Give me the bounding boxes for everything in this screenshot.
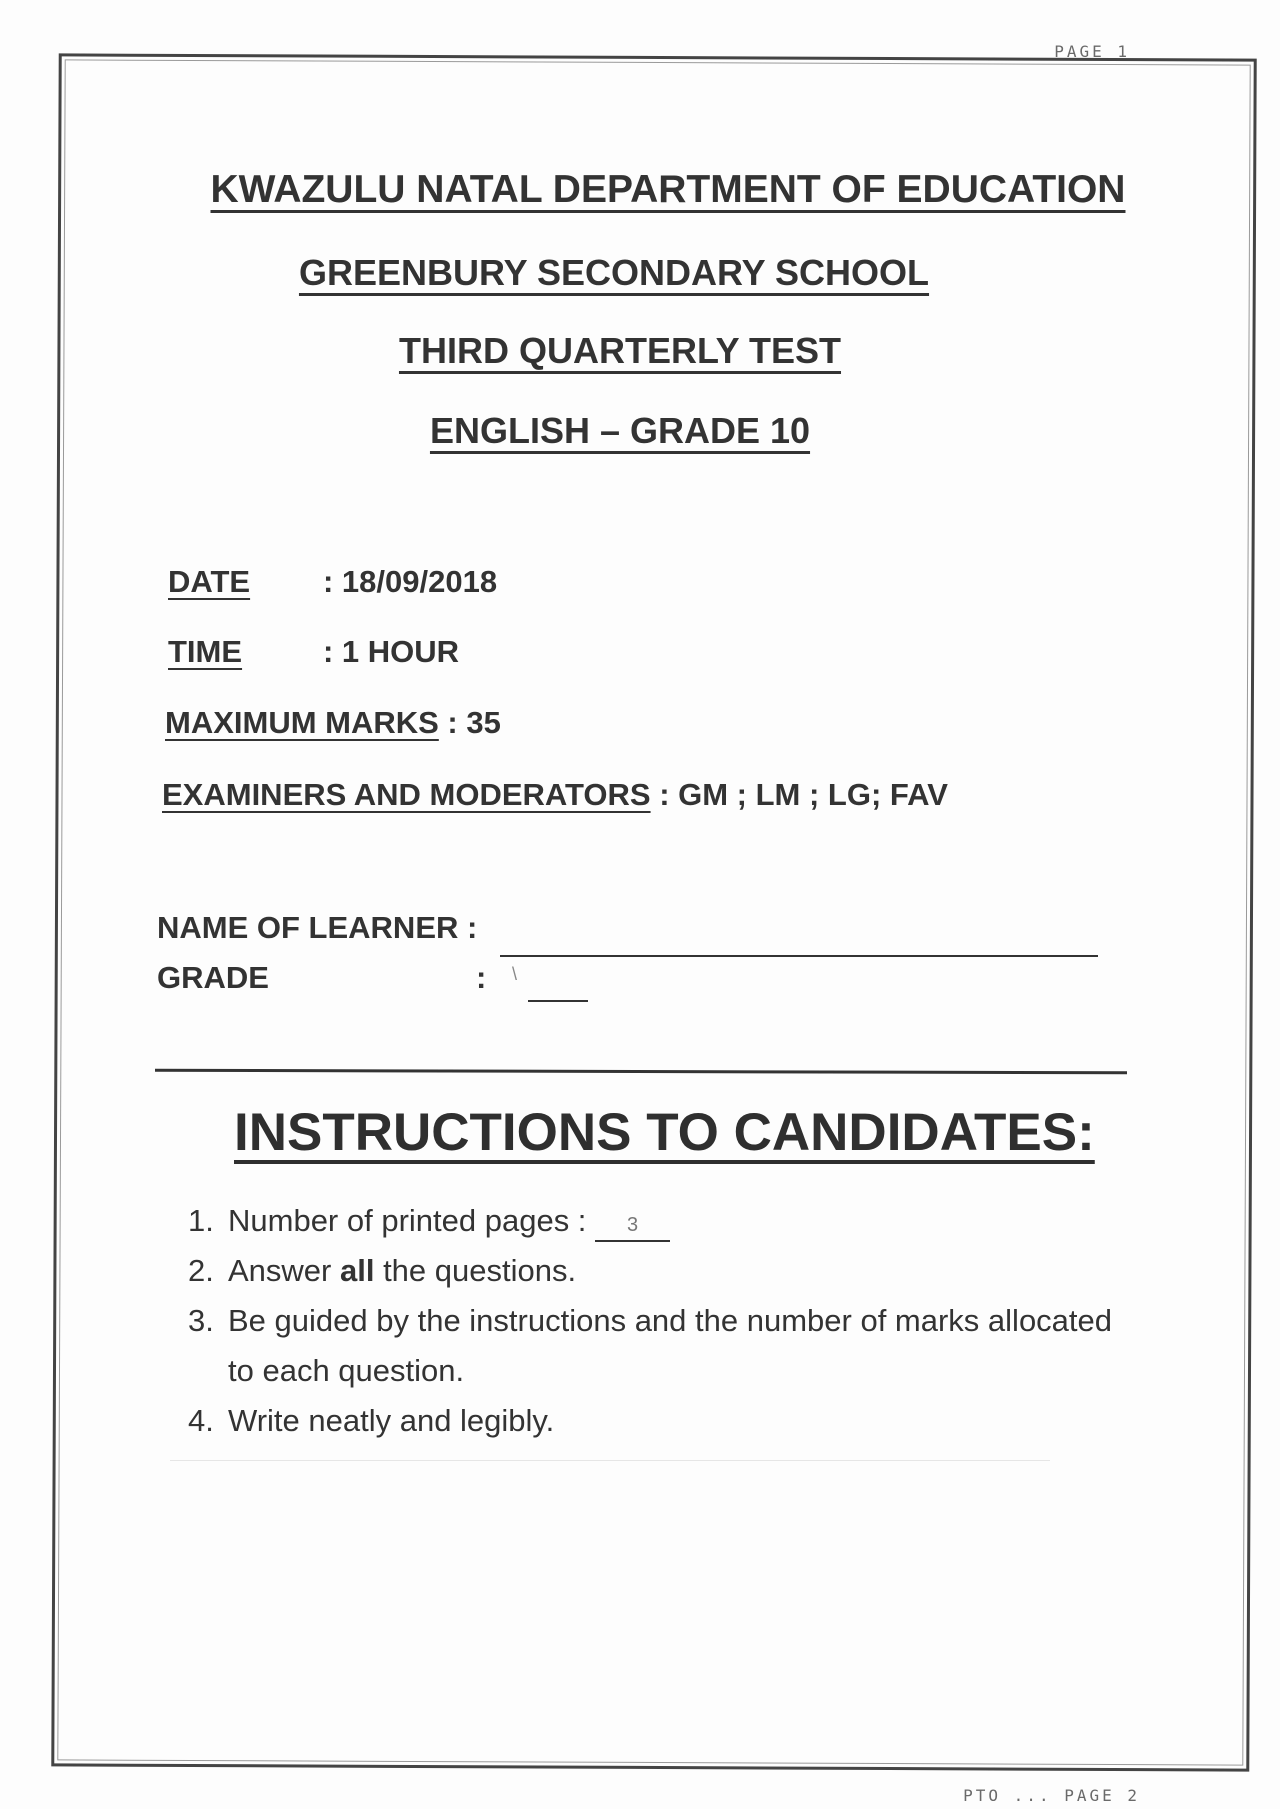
learner-name-label: NAME OF LEARNER : [157, 910, 478, 945]
examiners-value: : GM ; LM ; LG; FAV [650, 777, 948, 812]
continue-note: PTO ... PAGE 2 [963, 1786, 1140, 1805]
printed-pages-blank: 3 [595, 1210, 670, 1242]
instruction-item [188, 1196, 1128, 1246]
date-value: : 18/09/2018 [323, 564, 498, 599]
instruction-number: 2. [188, 1253, 214, 1288]
time-label: TIME [168, 634, 243, 669]
instruction-number: 4. [188, 1403, 214, 1438]
date-label: DATE [168, 564, 251, 599]
instruction-number: 1. [188, 1203, 214, 1238]
instructions-title: INSTRUCTIONS TO CANDIDATES: [234, 1103, 1095, 1162]
time-field [168, 634, 460, 670]
school-heading: GREENBURY SECONDARY SCHOOL [298, 252, 930, 293]
instruction-item [188, 1246, 1128, 1296]
max-marks-value: : 35 [438, 705, 501, 740]
time-value: : 1 HOUR [323, 634, 460, 669]
instruction-item [188, 1396, 1128, 1446]
instruction-text: Answer [228, 1253, 340, 1288]
test-heading: THIRD QUARTERLY TEST [398, 330, 842, 371]
instruction-item [188, 1296, 1128, 1396]
department-heading: KWAZULU NATAL DEPARTMENT OF EDUCATION [210, 168, 1126, 211]
instruction-text: Write neatly and legibly. [228, 1403, 555, 1438]
max-marks-field [165, 705, 501, 741]
instruction-number: 3. [188, 1303, 214, 1338]
date-field [168, 564, 498, 600]
instruction-text: the questions. [374, 1253, 577, 1288]
learner-name-blank[interactable] [500, 955, 1098, 957]
grade-colon: : [476, 960, 487, 995]
examiners-label: EXAMINERS AND MODERATORS [162, 777, 651, 812]
subject-heading: ENGLISH – GRADE 10 [429, 410, 811, 451]
instruction-text: Number of printed pages : [228, 1203, 596, 1238]
max-marks-label: MAXIMUM MARKS [165, 705, 439, 740]
scan-artifact-line [170, 1460, 1050, 1461]
instruction-emphasis: all [339, 1253, 375, 1288]
examiners-field [162, 777, 948, 813]
instructions-list [188, 1196, 1128, 1446]
grade-handwritten-mark: \ [512, 964, 518, 984]
grade-blank[interactable] [528, 1000, 588, 1002]
page-number-note: PAGE 1 [1054, 42, 1130, 61]
grade-label: GRADE [157, 960, 269, 995]
instruction-text: Be guided by the instructions and the number of marks allocated to each question. [228, 1303, 1113, 1388]
